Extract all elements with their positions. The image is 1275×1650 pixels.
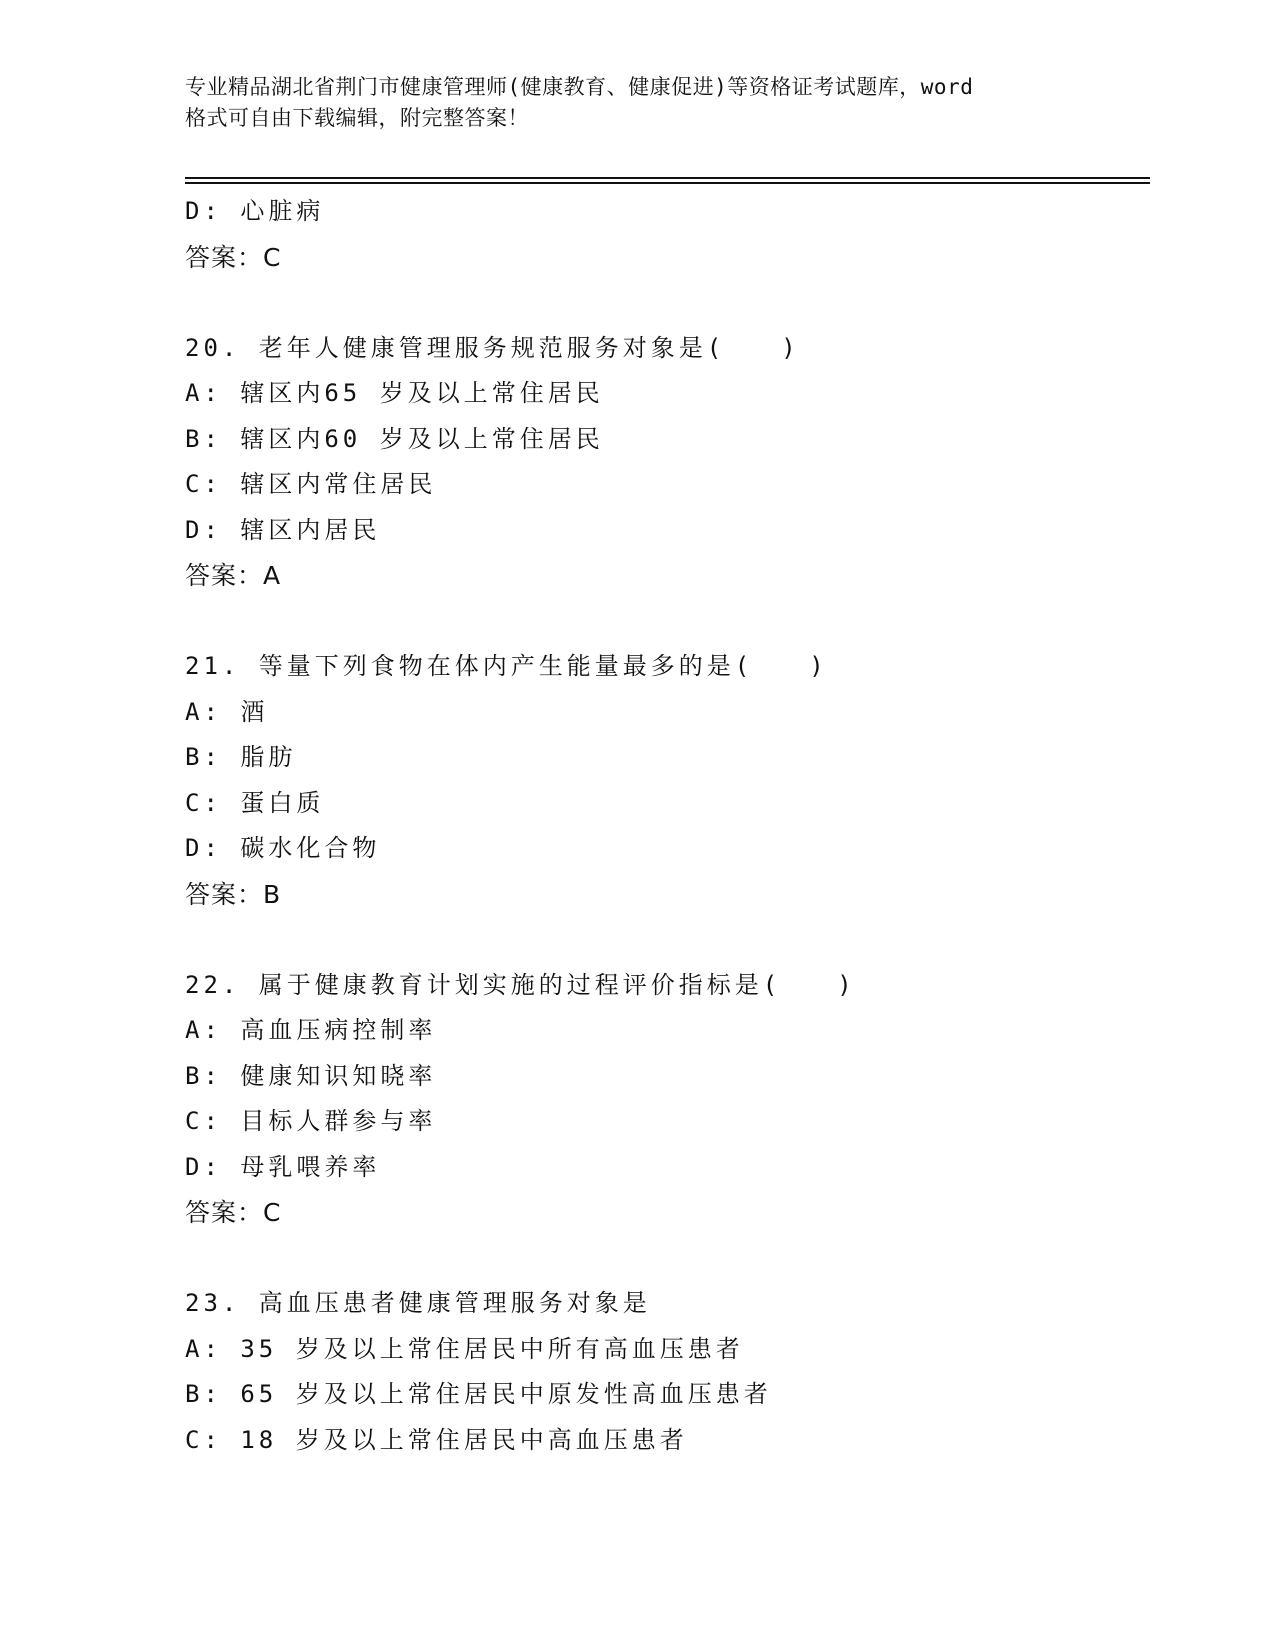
spacer: [185, 917, 1145, 963]
answer: 答案：C: [185, 1198, 282, 1227]
header-line-1: 专业精品湖北省荆门市健康管理师(健康教育、健康促进)等资格证考试题库，word: [185, 75, 974, 99]
option-c: C: 目标人群参与率: [185, 1107, 437, 1135]
spacer: [185, 1236, 1145, 1282]
question-list: [185, 189, 1145, 1463]
prev-answer: 答案：C: [185, 242, 282, 272]
header-line-2: 格式可自由下载编辑，附完整答案！: [185, 106, 529, 130]
option-b: B: 65 岁及以上常住居民中原发性高血压患者: [185, 1380, 772, 1408]
option-a: A: 高血压病控制率: [185, 1016, 437, 1044]
option-a: A: 酒: [185, 697, 269, 726]
option-a: A: 35 岁及以上常住居民中所有高血压患者: [185, 1334, 744, 1363]
option-d: D: 辖区内居民: [185, 515, 381, 544]
answer: 答案：B: [185, 879, 282, 909]
question-stem: 21. 等量下列食物在体内产生能量最多的是( ): [185, 652, 828, 680]
question-23: [185, 1281, 1145, 1463]
option-b: B: 健康知识知晓率: [185, 1061, 437, 1090]
spacer: [185, 280, 1145, 326]
header-divider-top: [185, 177, 1150, 179]
answer: 答案：A: [185, 561, 282, 590]
option-b: B: 脂肪: [185, 743, 297, 771]
option-b: B: 辖区内60 岁及以上常住居民: [185, 424, 604, 453]
document-header: [185, 72, 1105, 134]
question-stem: 23. 高血压患者健康管理服务对象是: [185, 1289, 651, 1317]
question-21: [185, 644, 1145, 917]
question-22: [185, 963, 1145, 1236]
question-20: [185, 326, 1145, 599]
question-stem: 20. 老年人健康管理服务规范服务对象是( ): [185, 333, 800, 362]
option-d: D: 母乳喂养率: [185, 1152, 381, 1181]
question-stem: 22. 属于健康教育计划实施的过程评价指标是( ): [185, 970, 856, 999]
option-c: C: 辖区内常住居民: [185, 470, 437, 498]
prev-option-d: D: 心脏病: [185, 197, 325, 225]
option-a: A: 辖区内65 岁及以上常住居民: [185, 379, 604, 407]
option-c: C: 18 岁及以上常住居民中高血压患者: [185, 1425, 688, 1454]
spacer: [185, 599, 1145, 645]
header-divider-bottom: [185, 182, 1150, 184]
option-d: D: 碳水化合物: [185, 834, 381, 862]
option-c: C: 蛋白质: [185, 788, 325, 817]
